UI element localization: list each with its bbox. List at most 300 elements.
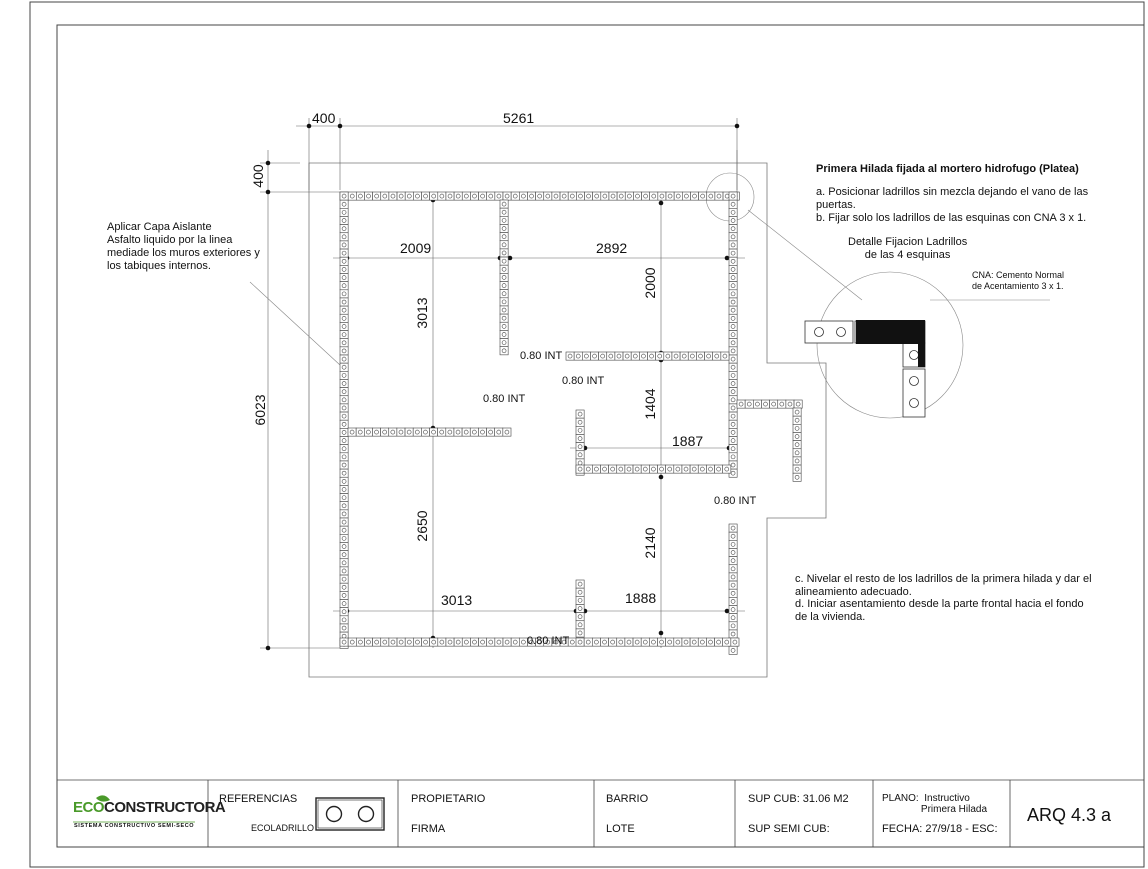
brick: [664, 352, 672, 360]
brick: [340, 559, 348, 567]
brick: [584, 465, 592, 473]
brick: [729, 396, 737, 404]
instructions-title: Primera Hilada fijada al mortero hidrofugo (Platea): [816, 163, 1079, 175]
brick: [340, 265, 348, 273]
brick: [487, 192, 495, 200]
brick: [729, 532, 737, 540]
brick: [519, 192, 527, 200]
brick: [500, 339, 508, 347]
brick: [729, 540, 737, 548]
brick: [729, 420, 737, 428]
ecoladrillo-label: ECOLADRILLO: [251, 823, 315, 833]
brick: [340, 363, 348, 371]
brick: [340, 282, 348, 290]
brick: [593, 192, 601, 200]
brick: [601, 192, 609, 200]
brick: [650, 192, 658, 200]
brick: [500, 241, 508, 249]
brick: [500, 330, 508, 338]
brick: [721, 352, 729, 360]
brick: [340, 306, 348, 314]
brick: [340, 404, 348, 412]
dim-room-tr-height: 2000: [642, 267, 658, 299]
brick: [658, 638, 666, 646]
brick: [609, 192, 617, 200]
brick: [609, 638, 617, 646]
brick: [633, 192, 641, 200]
brick: [574, 352, 582, 360]
brick: [642, 192, 650, 200]
brick: [682, 465, 690, 473]
brick: [340, 241, 348, 249]
brick: [544, 192, 552, 200]
brick: [576, 638, 584, 646]
brick: [500, 249, 508, 257]
brick: [770, 400, 778, 408]
brick: [389, 192, 397, 200]
brick: [648, 352, 656, 360]
propietario-label: PROPIETARIO: [411, 793, 486, 805]
brick: [560, 192, 568, 200]
brick: [348, 638, 356, 646]
brick: [500, 257, 508, 265]
brick: [715, 638, 723, 646]
brick: [592, 638, 600, 646]
brick: [641, 638, 649, 646]
brick: [340, 526, 348, 534]
brick: [729, 589, 737, 597]
brick: [658, 192, 666, 200]
brick: [340, 257, 348, 265]
brick: [729, 548, 737, 556]
brick: [405, 428, 413, 436]
brick: [340, 355, 348, 363]
brick: [364, 192, 372, 200]
brick: [568, 192, 576, 200]
dim-hall-height: 1404: [642, 388, 658, 420]
brick: [446, 428, 454, 436]
brick: [479, 192, 487, 200]
brick: [729, 225, 737, 233]
dim-left-offset: 400: [250, 164, 266, 188]
brick: [340, 477, 348, 485]
lote-label: LOTE: [606, 823, 635, 835]
brick: [633, 465, 641, 473]
brick: [566, 352, 574, 360]
brick: [698, 465, 706, 473]
brick: [340, 638, 348, 646]
dim-room-br-width: 1888: [625, 590, 657, 606]
brick: [576, 443, 584, 451]
brick: [340, 420, 348, 428]
brick: [470, 638, 478, 646]
brick: [576, 621, 584, 629]
brick: [500, 290, 508, 298]
brick: [340, 534, 348, 542]
brick: [584, 638, 592, 646]
brick: [600, 638, 608, 646]
brick: [413, 638, 421, 646]
door-opening-label: 0.80 INT: [562, 375, 605, 387]
brick: [340, 290, 348, 298]
brick: [690, 465, 698, 473]
step-a: a. Posicionar ladrillos sin mezcla dejando el vano de las puertas.: [816, 186, 1089, 211]
brick: [576, 451, 584, 459]
step-c: c. Nivelar el resto de los ladrillos de la primera hilada y dar el alineamiento adecuado.: [795, 573, 1092, 598]
brick: [438, 638, 446, 646]
brick: [658, 465, 666, 473]
brick: [641, 465, 649, 473]
outer-frame: [30, 2, 1144, 867]
brick: [438, 428, 446, 436]
brick: [576, 410, 584, 418]
brick: [633, 638, 641, 646]
brick: [495, 192, 503, 200]
brick: [373, 192, 381, 200]
brick: [356, 428, 364, 436]
brick: [690, 192, 698, 200]
brick: [389, 638, 397, 646]
brick: [405, 638, 413, 646]
brick: [373, 638, 381, 646]
brick: [729, 412, 737, 420]
insulation-note: Aplicar Capa Aislante Asfalto liquido por la linea mediade los muros exteriores y los tabiques internos.: [107, 221, 260, 272]
brick: [340, 502, 348, 510]
sheet-code: ARQ 4.3 a: [1027, 805, 1112, 825]
brick: [576, 580, 584, 588]
brick: [666, 465, 674, 473]
brick: [729, 208, 737, 216]
brick: [356, 192, 364, 200]
brick: [729, 622, 737, 630]
brick: [729, 282, 737, 290]
dim-room-br-height: 2140: [642, 527, 658, 559]
dim-top-offset: 400: [312, 110, 336, 126]
brick: [615, 352, 623, 360]
brick: [454, 192, 462, 200]
brick: [729, 630, 737, 638]
step-d: d. Iniciar asentamiento desde la parte frontal hacia el fondo de la vivienda.: [795, 598, 1084, 623]
brick: [576, 613, 584, 621]
brick: [778, 400, 786, 408]
brick: [503, 428, 511, 436]
brick: [381, 638, 389, 646]
dim-left-total: 6023: [252, 394, 268, 426]
brick-walls: [340, 192, 802, 654]
brick: [487, 638, 495, 646]
brick: [340, 428, 348, 436]
brick: [696, 352, 704, 360]
brick: [576, 596, 584, 604]
brick: [729, 274, 737, 282]
brick: [340, 331, 348, 339]
brick: [500, 322, 508, 330]
brick: [381, 428, 389, 436]
brick: [698, 638, 706, 646]
brick: [731, 638, 739, 646]
firma-label: FIRMA: [411, 823, 446, 835]
brick: [430, 638, 438, 646]
brick: [430, 428, 438, 436]
brick: [487, 428, 495, 436]
brick: [462, 428, 470, 436]
brick: [527, 192, 535, 200]
brick: [500, 347, 508, 355]
brick: [568, 638, 576, 646]
brick: [715, 192, 723, 200]
brick: [617, 192, 625, 200]
brick: [617, 465, 625, 473]
brick: [381, 192, 389, 200]
fecha-label: FECHA: 27/9/18 - ESC:: [882, 823, 998, 835]
brick: [340, 379, 348, 387]
brick: [340, 575, 348, 583]
brick: [729, 192, 737, 200]
brick: [364, 428, 372, 436]
brick: [405, 192, 413, 200]
brick: [500, 216, 508, 224]
brick: [340, 200, 348, 208]
brick: [500, 314, 508, 322]
brick: [397, 428, 405, 436]
brick: [690, 638, 698, 646]
brick: [462, 638, 470, 646]
brick: [462, 192, 470, 200]
brick: [340, 510, 348, 518]
brick: [729, 437, 737, 445]
brick: [600, 465, 608, 473]
brick: [500, 298, 508, 306]
brick: [713, 352, 721, 360]
brick: [397, 192, 405, 200]
brick: [536, 192, 544, 200]
door-opening-label: 0.80 INT: [527, 635, 570, 647]
brick: [729, 557, 737, 565]
brick: [729, 524, 737, 532]
door-opening-label: 0.80 INT: [520, 350, 563, 362]
brick: [729, 331, 737, 339]
brick: [340, 453, 348, 461]
door-opening-label: 0.80 INT: [714, 495, 757, 507]
brick: [340, 339, 348, 347]
brick: [688, 352, 696, 360]
brick: [682, 192, 690, 200]
brick: [625, 192, 633, 200]
brick: [666, 638, 674, 646]
brick: [340, 208, 348, 216]
brick: [340, 437, 348, 445]
brick: [446, 638, 454, 646]
brick: [682, 638, 690, 646]
brick: [372, 428, 380, 436]
brick: [340, 461, 348, 469]
brick: [576, 604, 584, 612]
brick: [794, 400, 802, 408]
brick: [421, 428, 429, 436]
logo-tagline: SISTEMA CONSTRUCTIVO SEMI-SECO: [74, 823, 195, 829]
dim-room-tl-height: 3013: [414, 297, 430, 329]
brick: [699, 192, 707, 200]
brick: [576, 418, 584, 426]
brick: [511, 638, 519, 646]
brick: [656, 352, 664, 360]
brick: [422, 638, 430, 646]
brick: [500, 273, 508, 281]
brick: [340, 233, 348, 241]
platea-outline: [309, 163, 826, 677]
brick: [674, 192, 682, 200]
brick: [729, 565, 737, 573]
brick: [729, 581, 737, 589]
brick: [590, 352, 598, 360]
brick: [340, 322, 348, 330]
brick: [511, 192, 519, 200]
brick: [729, 290, 737, 298]
brick: [348, 192, 356, 200]
brick: [625, 465, 633, 473]
company-logo: [73, 799, 225, 816]
brick: [340, 542, 348, 550]
brick: [729, 355, 737, 363]
brick: [340, 494, 348, 502]
brick: [672, 352, 680, 360]
brick: [576, 434, 584, 442]
brick: [340, 216, 348, 224]
brick: [340, 567, 348, 575]
brick: [729, 428, 737, 436]
brick: [422, 192, 430, 200]
brick: [470, 428, 478, 436]
brick: [340, 249, 348, 257]
brick: [729, 265, 737, 273]
cna-note: CNA: Cemento Normal de Acentamiento 3 x 1.: [972, 270, 1065, 291]
logo-constructora: CONSTRUCTORA: [104, 799, 226, 816]
brick: [729, 347, 737, 355]
brick: [793, 457, 801, 465]
brick: [389, 428, 397, 436]
plano-label: PLANO: Instructivo Primera Hilada: [882, 793, 988, 815]
brick: [340, 314, 348, 322]
brick: [729, 298, 737, 306]
brick: [599, 352, 607, 360]
dim-room-tr-width: 2892: [596, 240, 628, 256]
referencias-label: REFERENCIAS: [219, 793, 298, 805]
brick: [582, 352, 590, 360]
brick: [729, 445, 737, 453]
brick: [340, 388, 348, 396]
brick: [793, 465, 801, 473]
brick: [729, 249, 737, 257]
brick: [340, 551, 348, 559]
brick: [340, 274, 348, 282]
brick: [340, 518, 348, 526]
brick: [729, 453, 737, 461]
brick: [500, 208, 508, 216]
brick: [729, 606, 737, 614]
brick: [793, 424, 801, 432]
brick: [500, 224, 508, 232]
logo-eco: ECO: [73, 799, 105, 816]
brick: [364, 638, 372, 646]
brick: [625, 638, 633, 646]
brick: [729, 322, 737, 330]
brick: [438, 192, 446, 200]
brick: [470, 192, 478, 200]
brick: [649, 638, 657, 646]
brick: [729, 404, 737, 412]
brick: [479, 638, 487, 646]
brick: [454, 428, 462, 436]
dim-bath-width: 1887: [672, 433, 704, 449]
brick: [576, 629, 584, 637]
brick: [745, 400, 753, 408]
brick: [786, 400, 794, 408]
door-opening-label: 0.80 INT: [483, 393, 526, 405]
brick: [674, 638, 682, 646]
brick: [356, 638, 364, 646]
brick: [340, 396, 348, 404]
brick: [340, 445, 348, 453]
brick: [607, 352, 615, 360]
brick: [576, 426, 584, 434]
brick: [552, 192, 560, 200]
brick: [649, 465, 657, 473]
brick: [761, 400, 769, 408]
brick: [729, 371, 737, 379]
brick: [729, 216, 737, 224]
brick: [723, 465, 731, 473]
brick: [609, 465, 617, 473]
detail-title: Detalle Fijacion Ladrillos de las 4 esquinas: [848, 236, 968, 261]
brick: [340, 616, 348, 624]
brick: [503, 638, 511, 646]
brick: [340, 600, 348, 608]
brick: [729, 233, 737, 241]
sup-semi-cub-label: SUP SEMI CUB:: [748, 823, 830, 835]
brick: [753, 400, 761, 408]
brick: [674, 465, 682, 473]
brick: [793, 449, 801, 457]
brick: [706, 465, 714, 473]
brick: [454, 638, 462, 646]
brick: [729, 646, 737, 654]
brick: [729, 200, 737, 208]
brick: [495, 638, 503, 646]
brick: [680, 352, 688, 360]
brick: [729, 339, 737, 347]
brick: [495, 428, 503, 436]
dim-top-total: 5261: [503, 110, 535, 126]
brick: [623, 352, 631, 360]
brick: [576, 192, 584, 200]
sup-cub-label: SUP CUB: 31.06 M2: [748, 793, 849, 805]
brick: [340, 591, 348, 599]
brick: [340, 469, 348, 477]
step-b: b. Fijar solo los ladrillos de las esquinas con CNA 3 x 1.: [816, 212, 1087, 224]
brick: [617, 638, 625, 646]
brick: [715, 465, 723, 473]
brick: [340, 412, 348, 420]
brick: [592, 465, 600, 473]
brick: [503, 192, 511, 200]
brick: [340, 298, 348, 306]
brick: [729, 573, 737, 581]
brick: [793, 416, 801, 424]
brick: [706, 638, 714, 646]
brick: [707, 192, 715, 200]
inner-frame: [57, 25, 1144, 847]
brick: [340, 371, 348, 379]
